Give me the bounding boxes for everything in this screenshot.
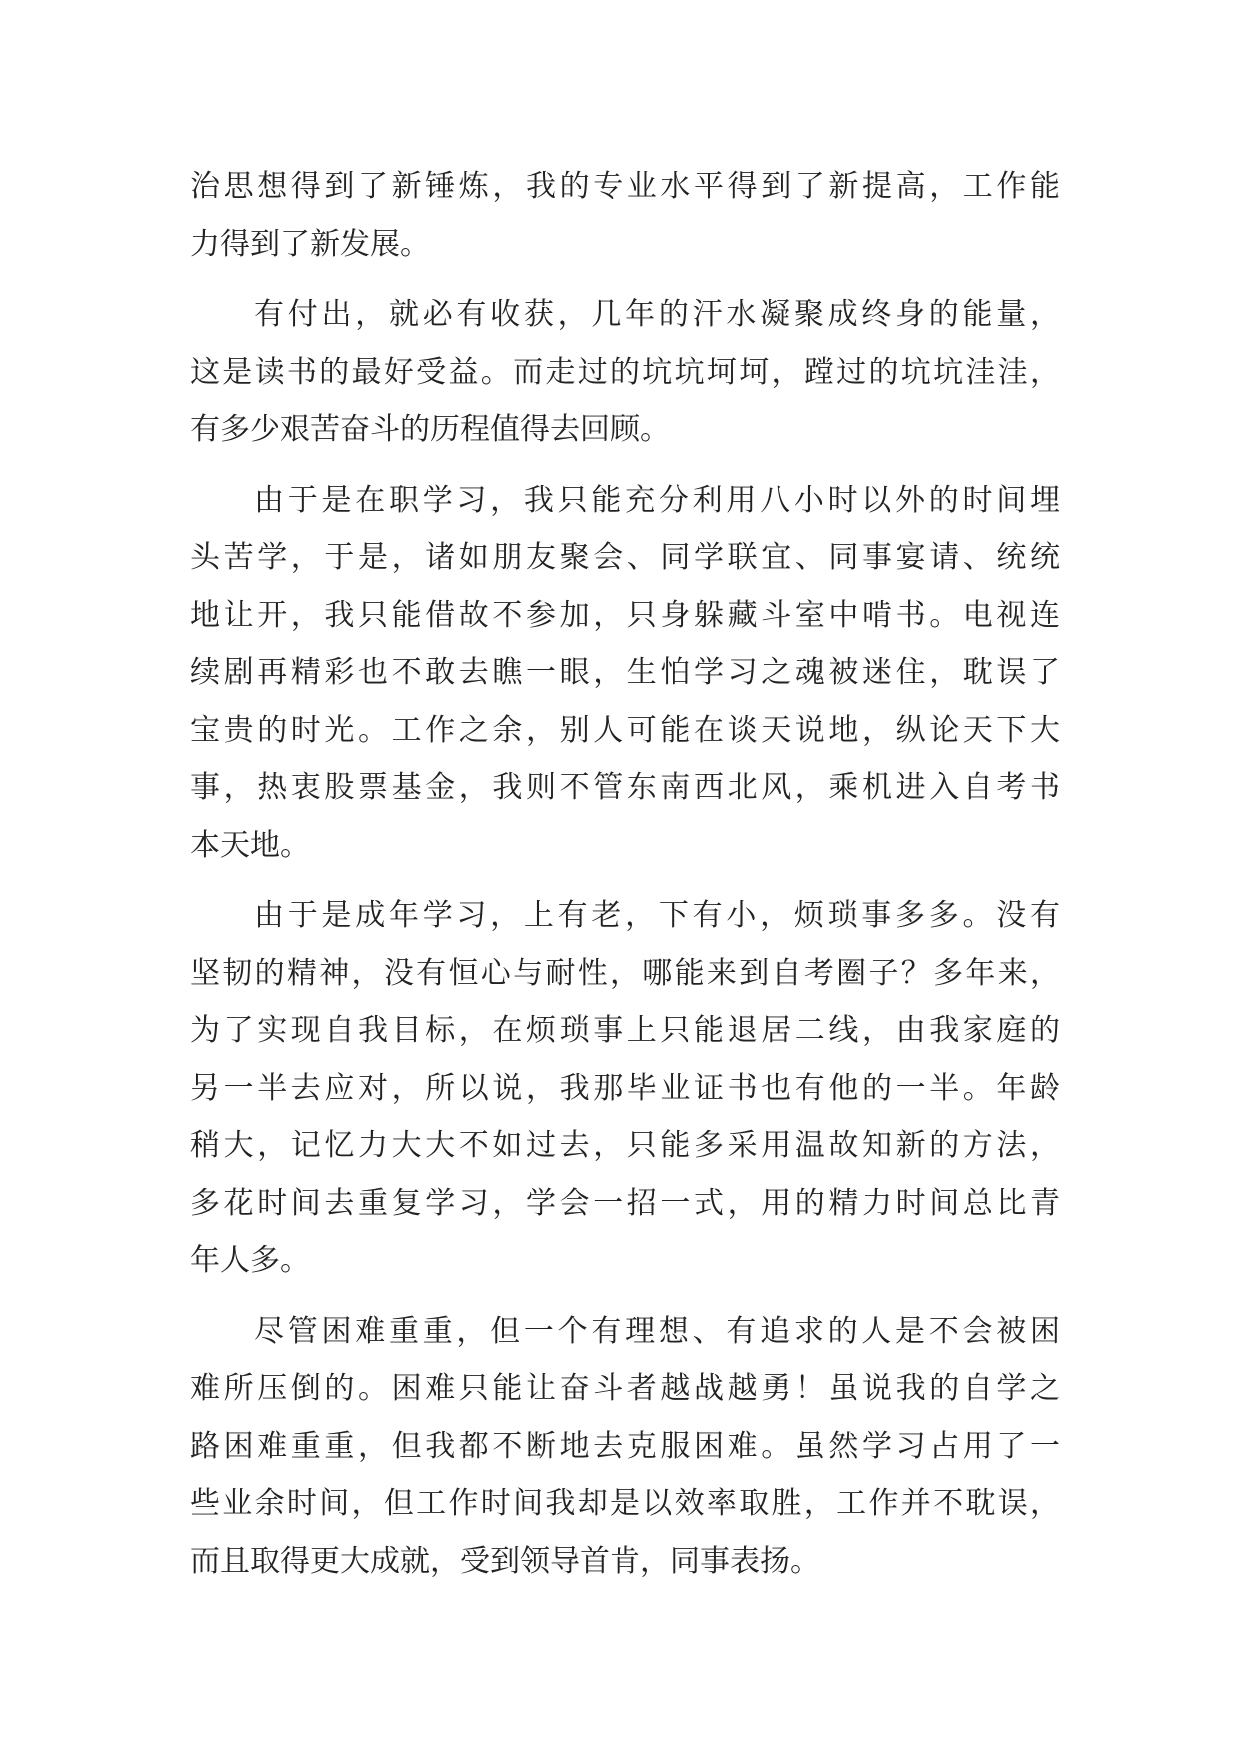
paragraph-3: [190, 472, 1060, 875]
paragraph-2: [190, 286, 1060, 459]
text-line: 坚韧的精神，没有恒心与耐性，哪能来到自考圈子？多年来，: [190, 955, 1060, 991]
paragraph-4: [190, 887, 1060, 1290]
text-line: 为了实现自我目标，在烦琐事上只能退居二线，由我家庭的: [190, 1013, 1060, 1048]
paragraph-spacer: [190, 874, 1060, 887]
text-line: 些业余时间，但工作时间我却是以效率取胜，工作并不耽误，: [190, 1486, 1060, 1521]
paragraph-5: [190, 1303, 1060, 1591]
text-line: 有付出，就必有收获，几年的汗水凝聚成终身的能量，: [254, 297, 1060, 332]
text-line: 这是读书的最好受益。而走过的坑坑坷坷，蹚过的坑坑洼洼，: [190, 354, 1060, 390]
text-line: 有多少艰苦奋斗的历程值得去回顾。: [190, 412, 670, 447]
text-line: 另一半去应对，所以说，我那毕业证书也有他的一半。年龄: [190, 1070, 1060, 1106]
text-line: 事，热衷股票基金，我则不管东南西北风，乘机进入自考书: [190, 770, 1060, 805]
text-line: 地让开，我只能借故不参加，只身躲藏斗室中啃书。电视连: [190, 597, 1060, 633]
text-line: 多花时间去重复学习，学会一招一式，用的精力时间总比青: [190, 1185, 1060, 1221]
paragraph-1: [190, 158, 1060, 273]
paragraph-spacer: [190, 1290, 1060, 1303]
text-line: 难所压倒的。困难只能让奋斗者越战越勇！虽说我的自学之: [190, 1371, 1060, 1406]
text-line: 力得到了新发展。: [190, 226, 430, 262]
text-line: 本天地。: [190, 827, 310, 863]
paragraph-spacer: [190, 459, 1060, 472]
text-line: 尽管困难重重，但一个有理想、有追求的人是不会被困: [254, 1313, 1060, 1349]
text-line: 年人多。: [190, 1243, 310, 1278]
text-line: 由于是成年学习，上有老，下有小，烦琐事多多。没有: [254, 898, 1060, 933]
text-line: 稍大，记忆力大大不如过去，只能多采用温故知新的方法，: [190, 1128, 1060, 1163]
text-line: 续剧再精彩也不敢去瞧一眼，生怕学习之魂被迷住，耽误了: [190, 655, 1060, 690]
document-body: [190, 158, 1060, 1590]
paragraph-spacer: [190, 273, 1060, 286]
text-line: 宝贵的时光。工作之余，别人可能在谈天说地，纵论天下大: [190, 712, 1060, 748]
text-line: 路困难重重，但我都不断地去克服困难。虽然学习占用了一: [190, 1428, 1060, 1464]
text-line: 头苦学，于是，诸如朋友聚会、同学联宜、同事宴请、统统: [190, 540, 1060, 575]
text-line: 而且取得更大成就，受到领导首肯，同事表扬。: [190, 1543, 820, 1579]
text-line: 由于是在职学习，我只能充分利用八小时以外的时间埋: [254, 482, 1060, 518]
text-line: 治思想得到了新锤炼，我的专业水平得到了新提高，工作能: [190, 169, 1060, 204]
